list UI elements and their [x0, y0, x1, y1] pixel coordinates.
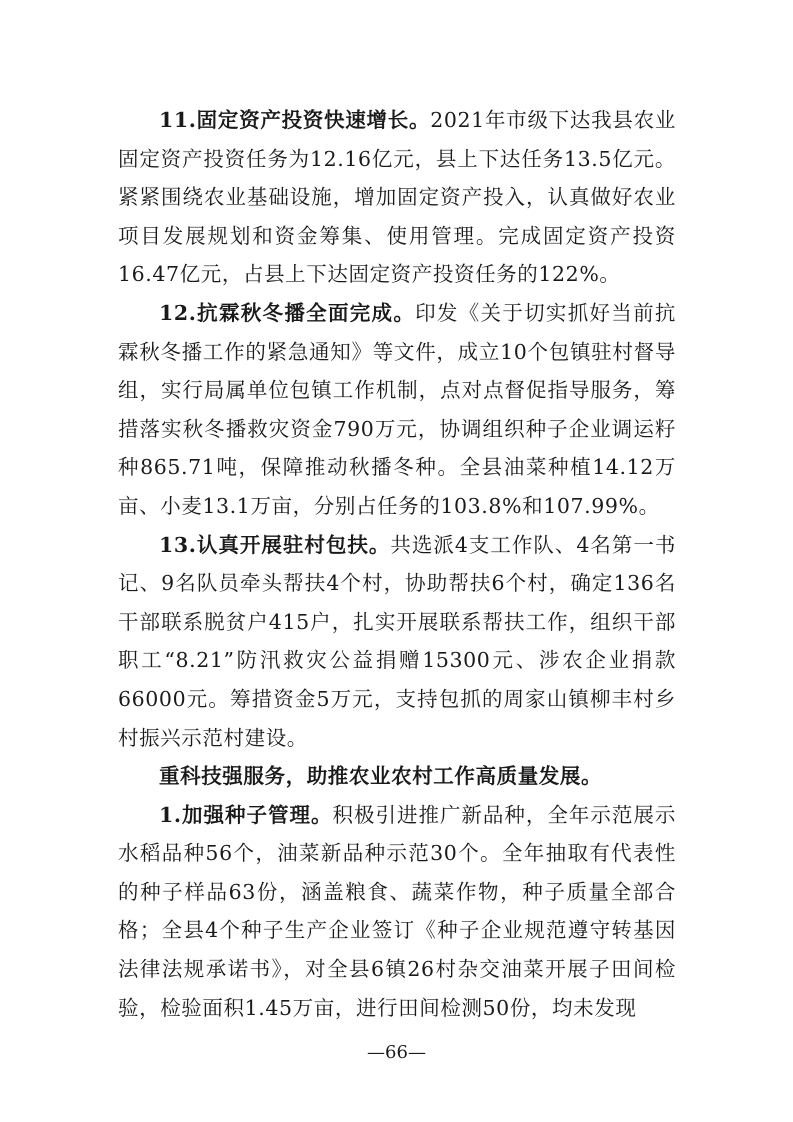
paragraph-text: 共选派4支工作队、4名第一书记、9名队员牵头帮扶4个村，协助帮扶6个村，确定136名干部联系脱贫户415户，扎实开展联系帮扶工作，组织干部职工“8.21”防汛救灾公益捐赠15300元、涉农企业捐款66000元。筹措资金5万元，支持包抓的周家山镇柳丰村乡村振兴示范村建设。: [118, 532, 676, 750]
paragraph-seed-management: [118, 796, 676, 1028]
section-heading: 重科技强服务，助推农业农村工作高质量发展。: [159, 764, 603, 789]
paragraph-fixed-asset-investment: [118, 101, 676, 294]
document-body: [118, 101, 676, 1027]
paragraph-heading: 12.抗霖秋冬播全面完成。: [159, 300, 416, 325]
paragraph-village-assistance: [118, 526, 676, 758]
paragraph-text: 印发《关于切实抓好当前抗霖秋冬播工作的紧急通知》等文件，成立10个包镇驻村督导组，实行局属单位包镇工作机制，点对点督促指导服务，筹措落实秋冬播救灾资金790万元，协调组织种子企业调运籽种865.71吨，保障推动秋播冬种。全县油菜种植14.12万亩、小麦13.1万亩，分别占任务的103.8%和107.99%。: [118, 300, 677, 518]
paragraph-autumn-winter-sowing: [118, 294, 676, 526]
paragraph-text: 积极引进推广新品种，全年示范展示水稻品种56个，油菜新品种示范30个。全年抽取有代表性的种子样品63份，涵盖粮食、蔬菜作物，种子质量全部合格；全县4个种子生产企业签订《种子企业规范遵守转基因法律法规承诺书》，对全县6镇26村杂交油菜开展子田间检验，检验面积1.45万亩，进行田间检测50份，均未发现: [118, 802, 676, 1020]
paragraph-heading: 1.加强种子管理。: [159, 802, 333, 827]
page-number: —66—: [367, 1042, 426, 1063]
paragraph-heading: 13.认真开展驻村包扶。: [159, 532, 391, 557]
paragraph-heading: 11.固定资产投资快速增长。: [159, 108, 431, 132]
paragraph-text: 2021年市级下达我县农业固定资产投资任务为12.16亿元，县上下达任务13.5亿元。紧紧围绕农业基础设施，增加固定资产投入，认真做好农业项目发展规划和资金筹集、使用管理。完成固定资产投资16.47亿元，占县上下达固定资产投资任务的122%。: [118, 108, 676, 287]
